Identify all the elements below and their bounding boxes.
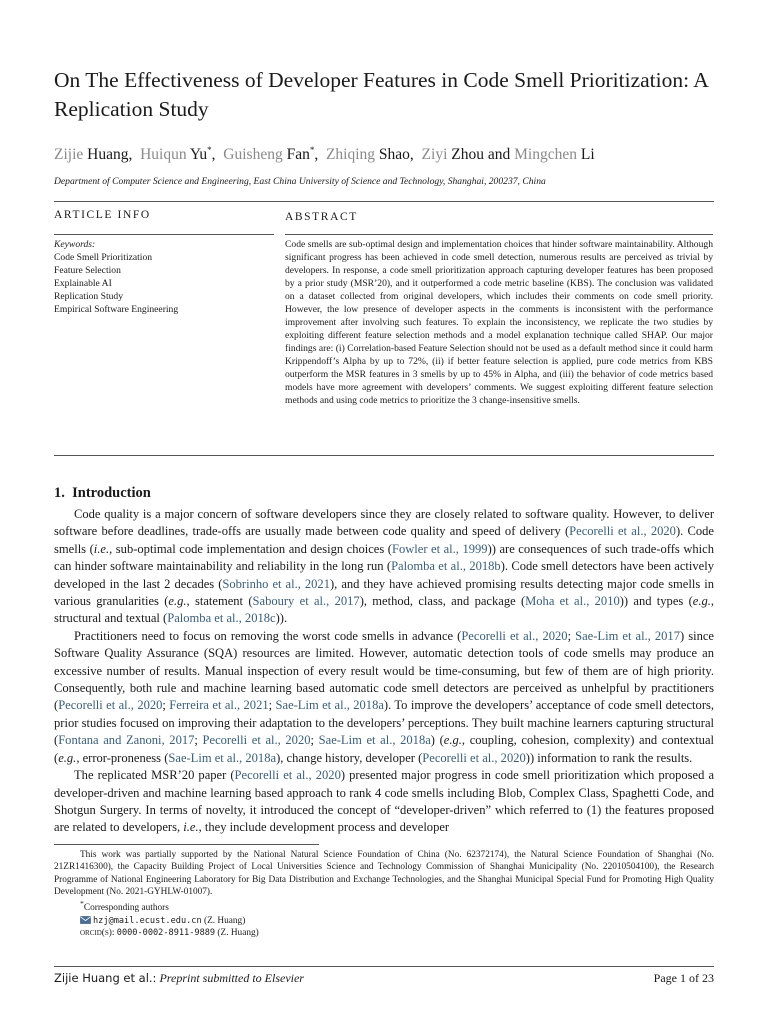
- corresponding-mark: *: [207, 145, 212, 155]
- funding-footnote: This work was partially supported by the National Natural Science Foundation of China (No. 62372174), the Natural Science Foundation of Shanghai (No. 21ZR1416300), the Capacity Building Project of Local Universities Science and Technology Commission of Shanghai Municipality (No. 22010504100), the Research Programme of National Engineering Laboratory for Big Data Distribution and Exchange Technologies, and the Shanghai Municipal Special Fund for Promoting High Quality Development (No. 2021-GYHLW-01007).: [54, 850, 714, 897]
- text-run: ), and they have achieved promising results detecting major code smells in various granularities (: [54, 576, 714, 609]
- text-run: ;: [567, 628, 576, 643]
- divider: [285, 234, 713, 235]
- text-run: , error-proneness (: [76, 750, 169, 765]
- keywords-block: [54, 238, 274, 316]
- citation-link[interactable]: Pecorelli et al., 2020: [569, 524, 676, 539]
- citation-link[interactable]: Saboury et al., 2017: [252, 594, 360, 609]
- keyword: Code Smell Prioritization: [54, 252, 153, 263]
- citation-link[interactable]: Fontana and Zanoni, 2017: [58, 733, 195, 748]
- text-run: ;: [268, 698, 276, 713]
- text-run: The replicated MSR’20 paper (: [74, 768, 235, 783]
- citation-link[interactable]: Palomba et al., 2018b: [391, 559, 501, 574]
- text-run: Code quality is a major concern of software developers since they are closely related to software quality. However, to deliver software before deadlines, trade-offs are usually made between code quality and speed of delivery (: [54, 507, 714, 539]
- citation-link[interactable]: Pecorelli et al., 2020: [461, 628, 568, 643]
- text-run: )).: [275, 611, 288, 626]
- orcid-footnote: orcid(s): 0000-0002-8911-9889 (Z. Huang): [80, 927, 259, 938]
- text-run: ;: [310, 733, 319, 748]
- emphasis: e.g.: [168, 594, 187, 609]
- text-run: ), change history, developer (: [276, 750, 423, 765]
- author: Huiqun Yu*: [140, 145, 212, 164]
- affiliation: Department of Computer Science and Engineering, East China University of Science and Technology, Shanghai, 200237, China: [54, 176, 546, 187]
- divider: [54, 455, 714, 456]
- citation-link[interactable]: Pecorelli et al., 2020: [422, 750, 526, 765]
- text-run: , structural and textual (: [54, 594, 715, 626]
- citation-link[interactable]: Sae-Lim et al., 2018a: [168, 750, 277, 765]
- corresponding-footnote: *Corresponding authors: [80, 899, 169, 914]
- running-footer: Zijie Huang et al.: Preprint submitted to Elsevier: [54, 971, 304, 985]
- text-run: ;: [162, 698, 170, 713]
- text-run: ). To improve the developers’ acceptance of code smell detectors, prior studies focused on improving their adaptation to the developers’ perceptions. They built machine learners capturing structural (: [54, 698, 715, 748]
- keyword: Empirical Software Engineering: [54, 304, 179, 315]
- text-run: ), method, class, and package (: [359, 594, 526, 609]
- introduction-body: [54, 506, 714, 837]
- keyword: Explainable AI: [54, 278, 112, 289]
- text-run: , statement (: [186, 594, 253, 609]
- envelope-icon: [80, 916, 91, 924]
- text-run: , sub-optimal code implementation and design choices (: [109, 541, 392, 556]
- footnote-divider: [54, 844, 319, 845]
- citation-link[interactable]: Sae-Lim et al., 2018a: [318, 733, 431, 748]
- page-number: Page 1 of 23: [653, 971, 714, 985]
- citation-link[interactable]: Sae-Lim et al., 2018a: [275, 698, 384, 713]
- citation-link[interactable]: Moha et al., 2010: [525, 594, 620, 609]
- emphasis: i.e.: [183, 820, 199, 835]
- emphasis: e.g.: [443, 733, 462, 748]
- abstract-heading: ABSTRACT: [285, 211, 358, 223]
- text-run: )) and types (: [619, 594, 693, 609]
- divider: [54, 201, 714, 202]
- keyword: Replication Study: [54, 291, 124, 302]
- author: Mingchen Li: [514, 146, 595, 164]
- text-run: )) are consequences of such trade-offs which can hinder software maintainability and reliability in the long run (: [54, 541, 714, 574]
- author: Ziyi Zhou: [421, 146, 484, 164]
- paragraph: [54, 506, 714, 628]
- text-run: Practitioners need to focus on removing the worst code smells in advance (: [74, 628, 462, 643]
- citation-link[interactable]: Palomba et al., 2018c: [167, 611, 276, 626]
- text-run: ) (: [430, 733, 444, 748]
- text-run: ;: [194, 733, 203, 748]
- paragraph: [54, 767, 714, 837]
- text-run: ) presented major progress in code smell prioritization which proposed a developer-driven and machine learning based approach to rank 4 code smells including Blob, Complex Class, Spaghetti Code, and Shotgun Surgery. In terms of novelty, it introduced the concept of “developer-driven” which referred to (1) the features proposed are related to developers,: [54, 768, 715, 835]
- author: Zhiqing Shao: [325, 146, 410, 164]
- footnotes: [54, 849, 714, 939]
- text-run: , they include development process and developer: [198, 820, 450, 835]
- text-run: ). Code smell detectors have been actively developed in the last 2 decades (: [54, 559, 714, 591]
- citation-link[interactable]: Pecorelli et al., 2020: [202, 733, 311, 748]
- corresponding-mark: *: [309, 145, 315, 155]
- paper-title: On The Effectiveness of Developer Features in Code Smell Prioritization: A Replication Study: [54, 68, 708, 121]
- article-info-heading: ARTICLE INFO: [54, 209, 151, 221]
- text-run: ) since Software Quality Assurance (SQA) resources are limited. However, automatic detection tools of code smells may produce an excessive number of results. Manual inspection of every result would be time-consuming, but few of them are of high priority. Consequently, both rule and machine learning based automatic code smell detectors are perceived as unhelpful by practitioners (: [54, 628, 714, 713]
- citation-link[interactable]: Sobrinho et al., 2021: [222, 576, 330, 591]
- author: Zijie Huang: [54, 146, 129, 164]
- emphasis: i.e.: [93, 541, 110, 556]
- citation-link[interactable]: Fowler et al., 1999: [391, 541, 488, 556]
- keywords-label: Keywords:: [54, 239, 96, 250]
- divider: [54, 234, 274, 235]
- orcid-id: 0000-0002-8911-9889: [116, 927, 216, 938]
- email-footnote: hzj@mail.ecust.edu.cn (Z. Huang): [54, 915, 714, 927]
- citation-link[interactable]: Pecorelli et al., 2020: [234, 768, 341, 783]
- citation-link[interactable]: Ferreira et al., 2021: [169, 698, 269, 713]
- citation-link[interactable]: Sae-Lim et al., 2017: [575, 628, 680, 643]
- author: Guisheng Fan*: [223, 145, 315, 164]
- text-run: )) information to rank the results.: [525, 750, 693, 765]
- author-list: Zijie Huang, Huiqun Yu*, Guisheng Fan*, Zhiqing Shao, Ziyi Zhou and Mingchen Li: [54, 145, 595, 164]
- section-heading: 1. Introduction: [54, 485, 151, 501]
- email-link[interactable]: hzj@mail.ecust.edu.cn: [93, 915, 202, 926]
- emphasis: e.g.: [692, 594, 711, 609]
- citation-link[interactable]: Pecorelli et al., 2020: [58, 698, 163, 713]
- footer-divider: [54, 966, 714, 967]
- emphasis: e.g.: [58, 750, 77, 765]
- text-run: , coupling, cohesion, complexity) and contextual (: [54, 733, 715, 765]
- abstract-text: Code smells are sub-optimal design and implementation choices that hinder software maintainability. Although significant progress has been achieved in code smell detection, numerous results are perceived as trivial by developers. In response, a code smell prioritization approach capturing developer features has been proposed by a prior study (MSR’20), and it outperformed a code metric baseline (KBS). The conclusion was validated on a dataset collected from original developers, which includes their comments on code smell priority. However, the low presence of developer aspects in the comments is inconsistent with the performance improvement after involving such features. To explain the inconsistency, we replicate the two studies by exploiting different feature selection methods and a model explanation technique called SHAP. Our major findings are: (i) Correlation-based Feature Selection should not be used as a default method since it could harm Krippendoff’s Alpha by up to 72%, (ii) if better feature selection is applied, pure code metrics from KBS outperform the MSR features in 3 smells by up to 45% in Alpha, and (iii) the behavior of code metrics based models have more agreement with developers’ comments. We suggest exploiting different feature selection methods and using code metrics to prioritize the 3 change-insensitive smells.: [285, 239, 713, 406]
- paragraph: [54, 628, 714, 767]
- keyword: Feature Selection: [54, 265, 121, 276]
- text-run: ). Code smells (: [54, 524, 714, 556]
